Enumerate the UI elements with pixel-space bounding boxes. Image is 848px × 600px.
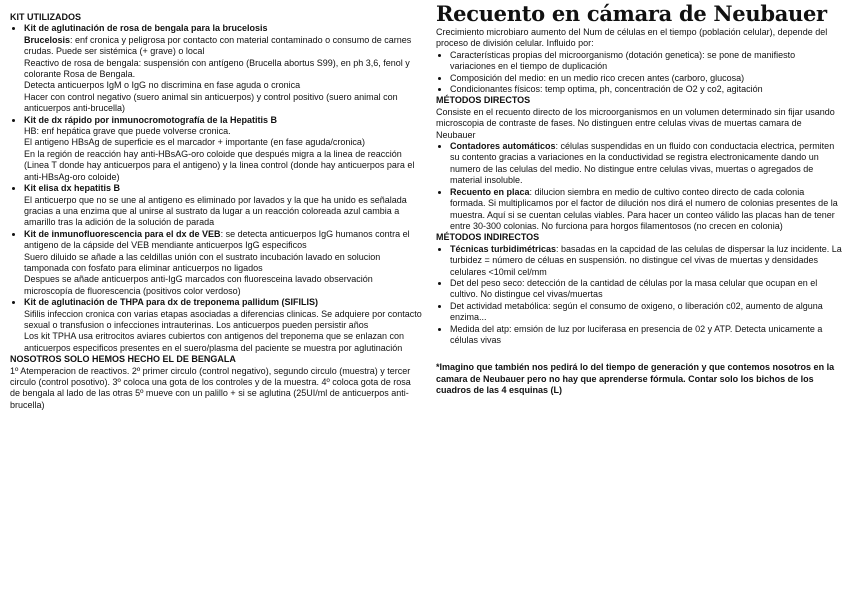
intro-text: Crecimiento microbiaro aumento del Num de células en el tiempo (población celular), depende del proceso de división celular. Influido por:: [436, 27, 828, 49]
kit-list: [10, 23, 422, 34]
kit-sifilis-title: • Kit de aglutinación de THPA para dx de treponema pallidum (SIFILIS): [24, 297, 422, 308]
kits-heading: KIT UTILIZADOS: [10, 12, 81, 22]
directos-item: [450, 187, 842, 233]
indirectos-item: [450, 244, 842, 278]
kit-bengala-reactivo: Reactivo de rosa de bengala: suspensión con antígeno (Brucella abortus S99), en ph 3,6, fenol y colorante Rosa de Bengala.: [24, 57, 410, 80]
brucelosis-text: : enf cronica y peligrosa por contacto con material contaminado o consumo de carnes crudas. Puede ser sistémica (+ grave) o local: [24, 34, 412, 57]
kit-veb-item: [24, 229, 422, 252]
directos-item-text: : células suspendidas en un fluido con conductacia electrica, permiten su contento gracias a variaciones en la conductividad se registra electronicamente dando un numero de las celulas del medio. No distingue entre celulas vivas, muertas o agregados de material insoluble.: [450, 141, 835, 186]
page-title: Recuento en cámara de Neubauer: [436, 1, 827, 26]
kit-bengala-control: Hacer con control negativo (suero animal sin anticuerpos) y control positivo (suero animal con anticuerpos anti-brucella): [24, 91, 398, 114]
directos-list: [436, 141, 842, 232]
exam-note: *Imagino que también nos pedirá lo del tiempo de generación y que contemos nosotros en la camara de Neubauer pero no hay que aprenderse fórmula. Contar solo los bichos de los cuadros de las 4 esquinas (L): [436, 362, 835, 396]
bengala-procedure: 1º Atemperacion de reactivos. 2º primer circulo (control negativo), segundo circulo (muestra) y tercer circulo (control posotivo). 3º coloca una gota de los controles y de la muestra. 4º coloca gota de rosa de bengala al lado de las otras 5º mueve con un palillo + si se aglutina (25UI/ml de anticuerpos anti-brucella): [10, 365, 411, 410]
kit-veb-title: Kit de inmunofluorescencia para el dx de VEB: [24, 228, 221, 239]
directos-item-label: Recuento en placa: [450, 186, 530, 197]
indirectos-item-text: : basadas en la capcidad de las celulas de dispersar la luz incidente. La turbidez = número de céluas en suspensión. no distingue cel vivas de muertas y densidades celulares <10mil cel/mm: [450, 243, 842, 277]
kit-hepatitis-p1: HB: enf hepática grave que puede volverse cronica.: [24, 126, 231, 137]
directos-intro: Consiste en el recuento directo de los microorganismos en un volumen determinado sin fijar usando microscopia de contraste de fases. No distinguen entre celulas vivas de muertas camara de Neubauer: [436, 106, 835, 140]
kit-veb-p1: Suero diluido se añade a las celdillas unión con el sustrato incubación lavado en solucion tamponada con fosfato para eliminar anticuerpos no ligados: [24, 251, 381, 273]
kit-elisa-p1: El anticuerpo que no se une al antigeno es eliminado por lavados y la que ha unido es señalada gracias a una enzima que al unirse al sustrato da lugar a un reacción coloreada azul cambia a amarillo tras la adición de la solución de parada: [24, 194, 407, 228]
factors-list: [436, 50, 842, 96]
factor-item: • Composición del medio: en un medio rico crecen antes (carboro, glucosa): [450, 73, 842, 84]
indirectos-item: • Det actividad metabólica: según el consumo de oxigeno, o liberación c02, aumento de alguna enzima...: [450, 301, 842, 324]
kit-hepatitis-title: • Kit de dx rápido por inmunocromotografía de la Hepatitis B: [24, 115, 422, 126]
brucelosis-definition: [10, 35, 422, 58]
indirectos-item: • Medida del atp: emsión de luz por luciferasa en presencia de 02 y ATP. Detecta unicamente a células vivas: [450, 324, 842, 347]
directos-item-label: Contadores automáticos: [450, 141, 556, 152]
indirectos-item-label: Técnicas turbidimétricas: [450, 243, 557, 254]
factor-item: • Características propias del microorganismo (dotación genetica): se pone de manifiesto variaciones en el tiempo de duplicación: [450, 50, 842, 73]
kit-hepatitis-p2: El antigeno HBsAg de superficie es el marcador + importante (en fase aguda/cronica): [24, 137, 365, 148]
bengala-heading: NOSOTROS SOLO HEMOS HECHO EL DE BENGALA: [10, 354, 236, 365]
kit-hepatitis-p3: En la región de reacción hay anti-HBsAG-oro coloide que después migra a la linea de reacción (Linea T donde hay anticuerpos para el antigeno) y la linea control (donde hay anticuerpos para el anti-HBsAg-oro coloide): [24, 148, 415, 182]
right-column: [436, 1, 842, 397]
kit-sifilis-p2: Los kit TPHA usa eritrocitos aviares cubiertos con antigenos del treponema que se enlazan con anticuerpos especificos presentes en el suero/plasma del paciente se muestra por aglutinación: [24, 331, 405, 353]
directos-item-text: : dilucion siembra en medio de cultivo conteo directo de cada colonia formada. Si multiplicamos por el factor de dilución nos dirá el numero de colonias presentes de la muestra. Aquí si se cuentan celulas viables. Para hacer un conteo válido las placas han de tener entre 30-300 colonias. No furciona para horgos filamentosos (no crecen en colonia): [450, 186, 838, 231]
spacer: [436, 346, 842, 362]
indirectos-list: [436, 244, 842, 347]
kit-elisa-title: • Kit elisa dx hepatitis B: [24, 183, 422, 194]
directos-item: [450, 141, 842, 187]
kit-bengala-title: • Kit de aglutinación de rosa de bengala para la brucelosis: [24, 23, 422, 34]
kit-bengala-detecta: Detecta anticuerpos IgM o IgG no discrimina en fase aguda o cronica: [24, 80, 301, 91]
kit-sifilis-p1: Sifilis infeccion cronica con varias etapas asociadas a diferencias clinicas. Se adquiere por contacto sexual o transfusion o infecciones intrauterinas. Los anticuerpos pueden persistir años: [24, 308, 422, 330]
brucelosis-label: Brucelosis: [24, 34, 71, 45]
kit-veb-desc: : se detecta anticuerpos IgG humanos contra el antigeno de la cápside del VEB mendiante anticuerpos IgG especificos: [24, 228, 410, 251]
indirectos-item: • Det del peso seco: detección de la cantidad de células por la masa celular que ocupan en el cultivo. No distingue cel vivas/muertas: [450, 278, 842, 301]
kit-veb-p2: Despues se añade anticuerpos anti-IgG marcados con fluoresceina lavado observación microscopía de fluorescencia (positivos color verdoso): [24, 274, 373, 296]
directos-heading: MÉTODOS DIRECTOS: [436, 95, 531, 106]
indirectos-heading: MÉTODOS INDIRECTOS: [436, 232, 540, 243]
left-column: [10, 12, 422, 411]
factor-item: • Condicionantes físicos: temp optima, ph, concentración de O2 y co2, agitación: [450, 84, 842, 95]
